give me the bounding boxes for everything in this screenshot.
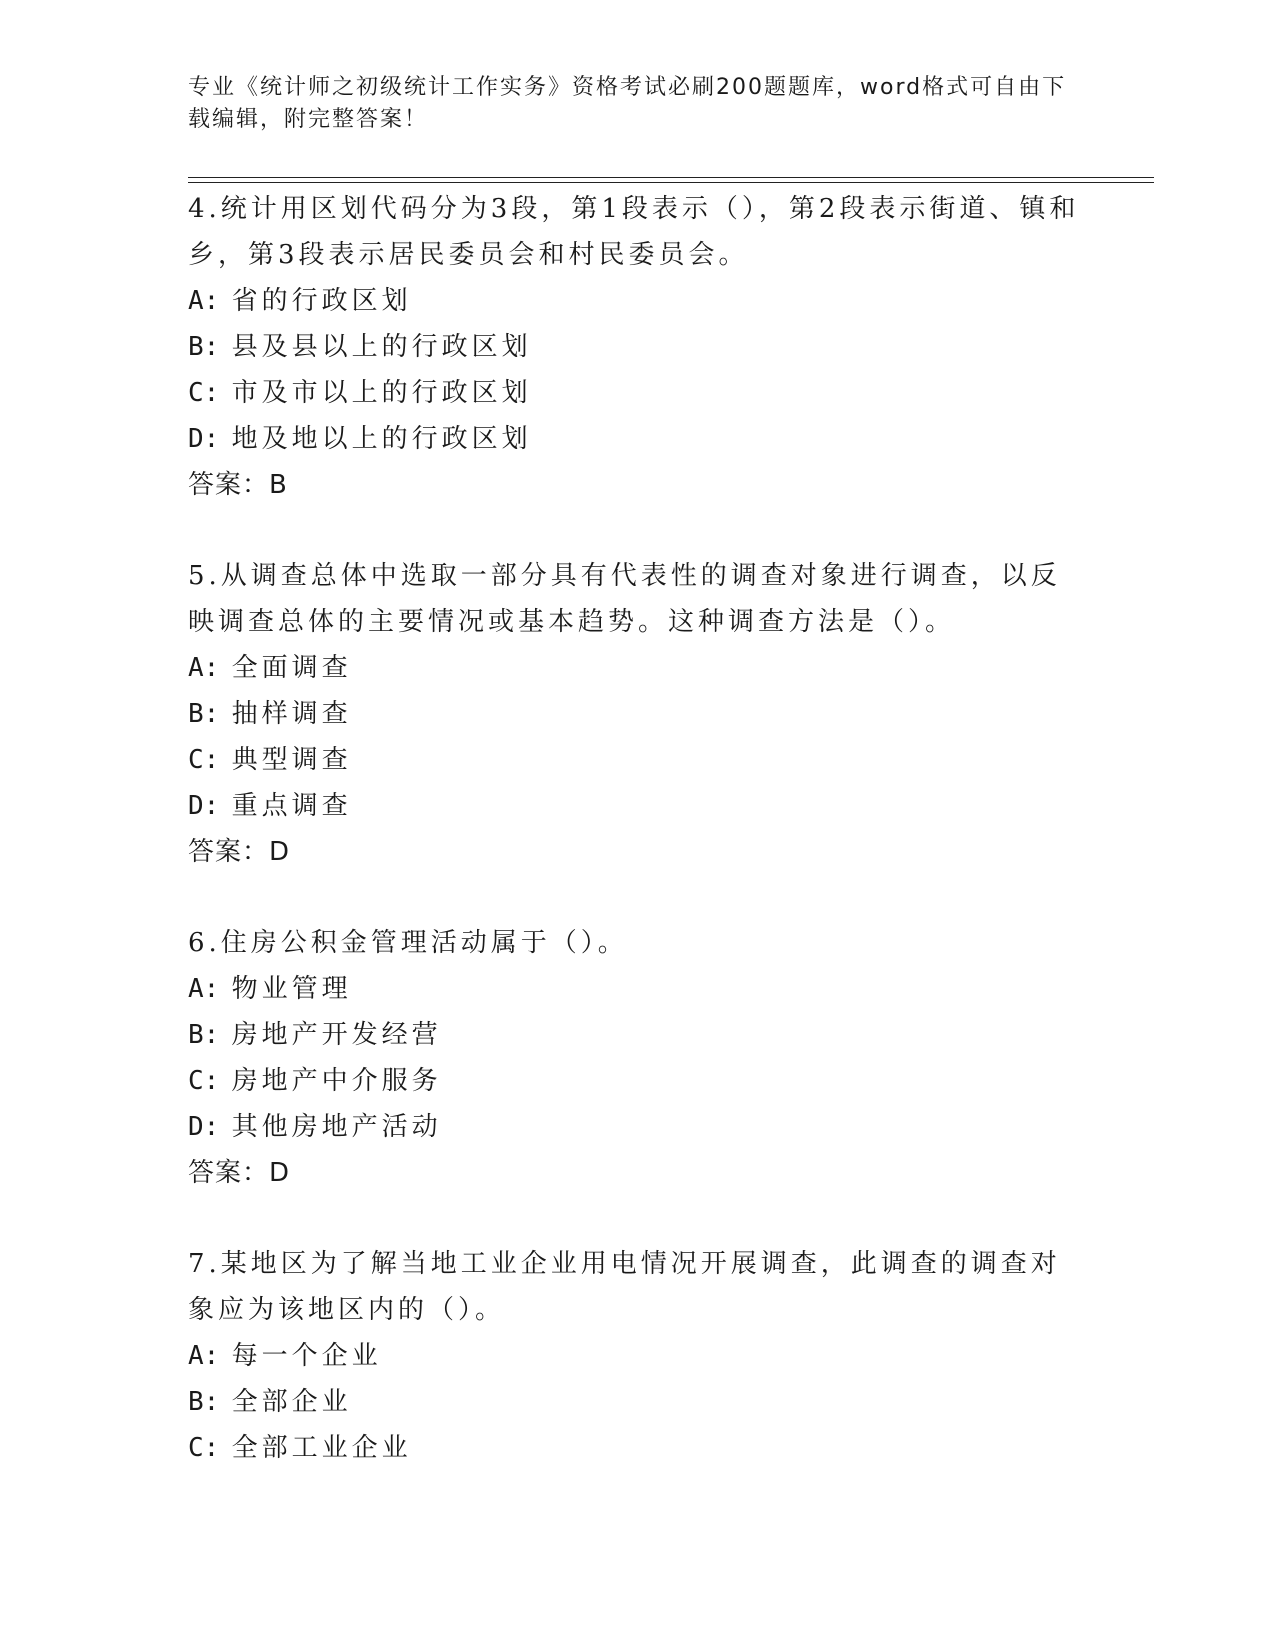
option-b [188, 324, 1088, 370]
option-text: 全部工业企业 [231, 1433, 412, 1463]
option-text: 县及县以上的行政区划 [231, 332, 532, 362]
option-c [188, 737, 1088, 783]
option-text: 其他房地产活动 [231, 1112, 442, 1142]
option-letter: D: [188, 791, 220, 821]
option-letter: A: [188, 1341, 220, 1371]
option-letter: D: [188, 424, 220, 454]
option-a [188, 645, 1088, 691]
option-letter: D: [188, 1112, 220, 1142]
option-letter: C: [188, 1066, 220, 1096]
option-d [188, 783, 1088, 829]
document-header: 专业《统计师之初级统计工作实务》资格考试必刷200题题库，word格式可自由下载编辑，附完整答案！ [188, 75, 1067, 132]
option-text: 房地产中介服务 [231, 1066, 442, 1096]
option-a [188, 278, 1088, 324]
option-letter: C: [188, 1433, 220, 1463]
option-text: 市及市以上的行政区划 [231, 378, 532, 408]
option-d [188, 1104, 1088, 1150]
option-text: 抽样调查 [231, 699, 352, 729]
option-c [188, 1425, 1088, 1471]
question-6 [188, 920, 1088, 1196]
answer-line: 答案：D [188, 1158, 291, 1188]
question-5 [188, 553, 1088, 875]
option-b [188, 691, 1088, 737]
option-text: 典型调查 [231, 745, 352, 775]
option-letter: B: [188, 1020, 220, 1050]
option-text: 物业管理 [231, 974, 352, 1004]
question-7 [188, 1241, 1088, 1471]
header-divider-bottom [188, 182, 1154, 183]
option-b [188, 1379, 1088, 1425]
option-text: 每一个企业 [231, 1341, 382, 1371]
option-letter: C: [188, 745, 220, 775]
option-a [188, 1333, 1088, 1379]
option-b [188, 1012, 1088, 1058]
option-text: 房地产开发经营 [231, 1020, 442, 1050]
option-text: 全部企业 [231, 1387, 352, 1417]
option-text: 省的行政区划 [231, 286, 412, 316]
option-text: 地及地以上的行政区划 [231, 424, 532, 454]
question-list [188, 186, 1088, 1516]
option-letter: B: [188, 699, 220, 729]
question-stem: 5.从调查总体中选取一部分具有代表性的调查对象进行调查，以反映调查总体的主要情况或基本趋势。这种调查方法是（）。 [188, 561, 1061, 637]
option-text: 全面调查 [231, 653, 352, 683]
option-a [188, 966, 1088, 1012]
option-c [188, 370, 1088, 416]
option-letter: B: [188, 1387, 220, 1417]
answer-line: 答案：D [188, 837, 291, 867]
answer-line: 答案：B [188, 470, 288, 500]
option-c [188, 1058, 1088, 1104]
option-letter: A: [188, 653, 220, 683]
question-stem: 7.某地区为了解当地工业企业用电情况开展调查，此调查的调查对象应为该地区内的（）。 [188, 1249, 1061, 1325]
option-text: 重点调查 [231, 791, 352, 821]
option-letter: A: [188, 974, 220, 1004]
option-letter: A: [188, 286, 220, 316]
question-stem: 4.统计用区划代码分为3段，第1段表示（），第2段表示街道、镇和乡，第3段表示居民委员会和村民委员会。 [188, 194, 1080, 270]
header-divider-top [188, 177, 1154, 178]
question-4 [188, 186, 1088, 508]
option-letter: B: [188, 332, 220, 362]
question-stem: 6.住房公积金管理活动属于（）。 [188, 928, 628, 958]
option-d [188, 416, 1088, 462]
option-letter: C: [188, 378, 220, 408]
